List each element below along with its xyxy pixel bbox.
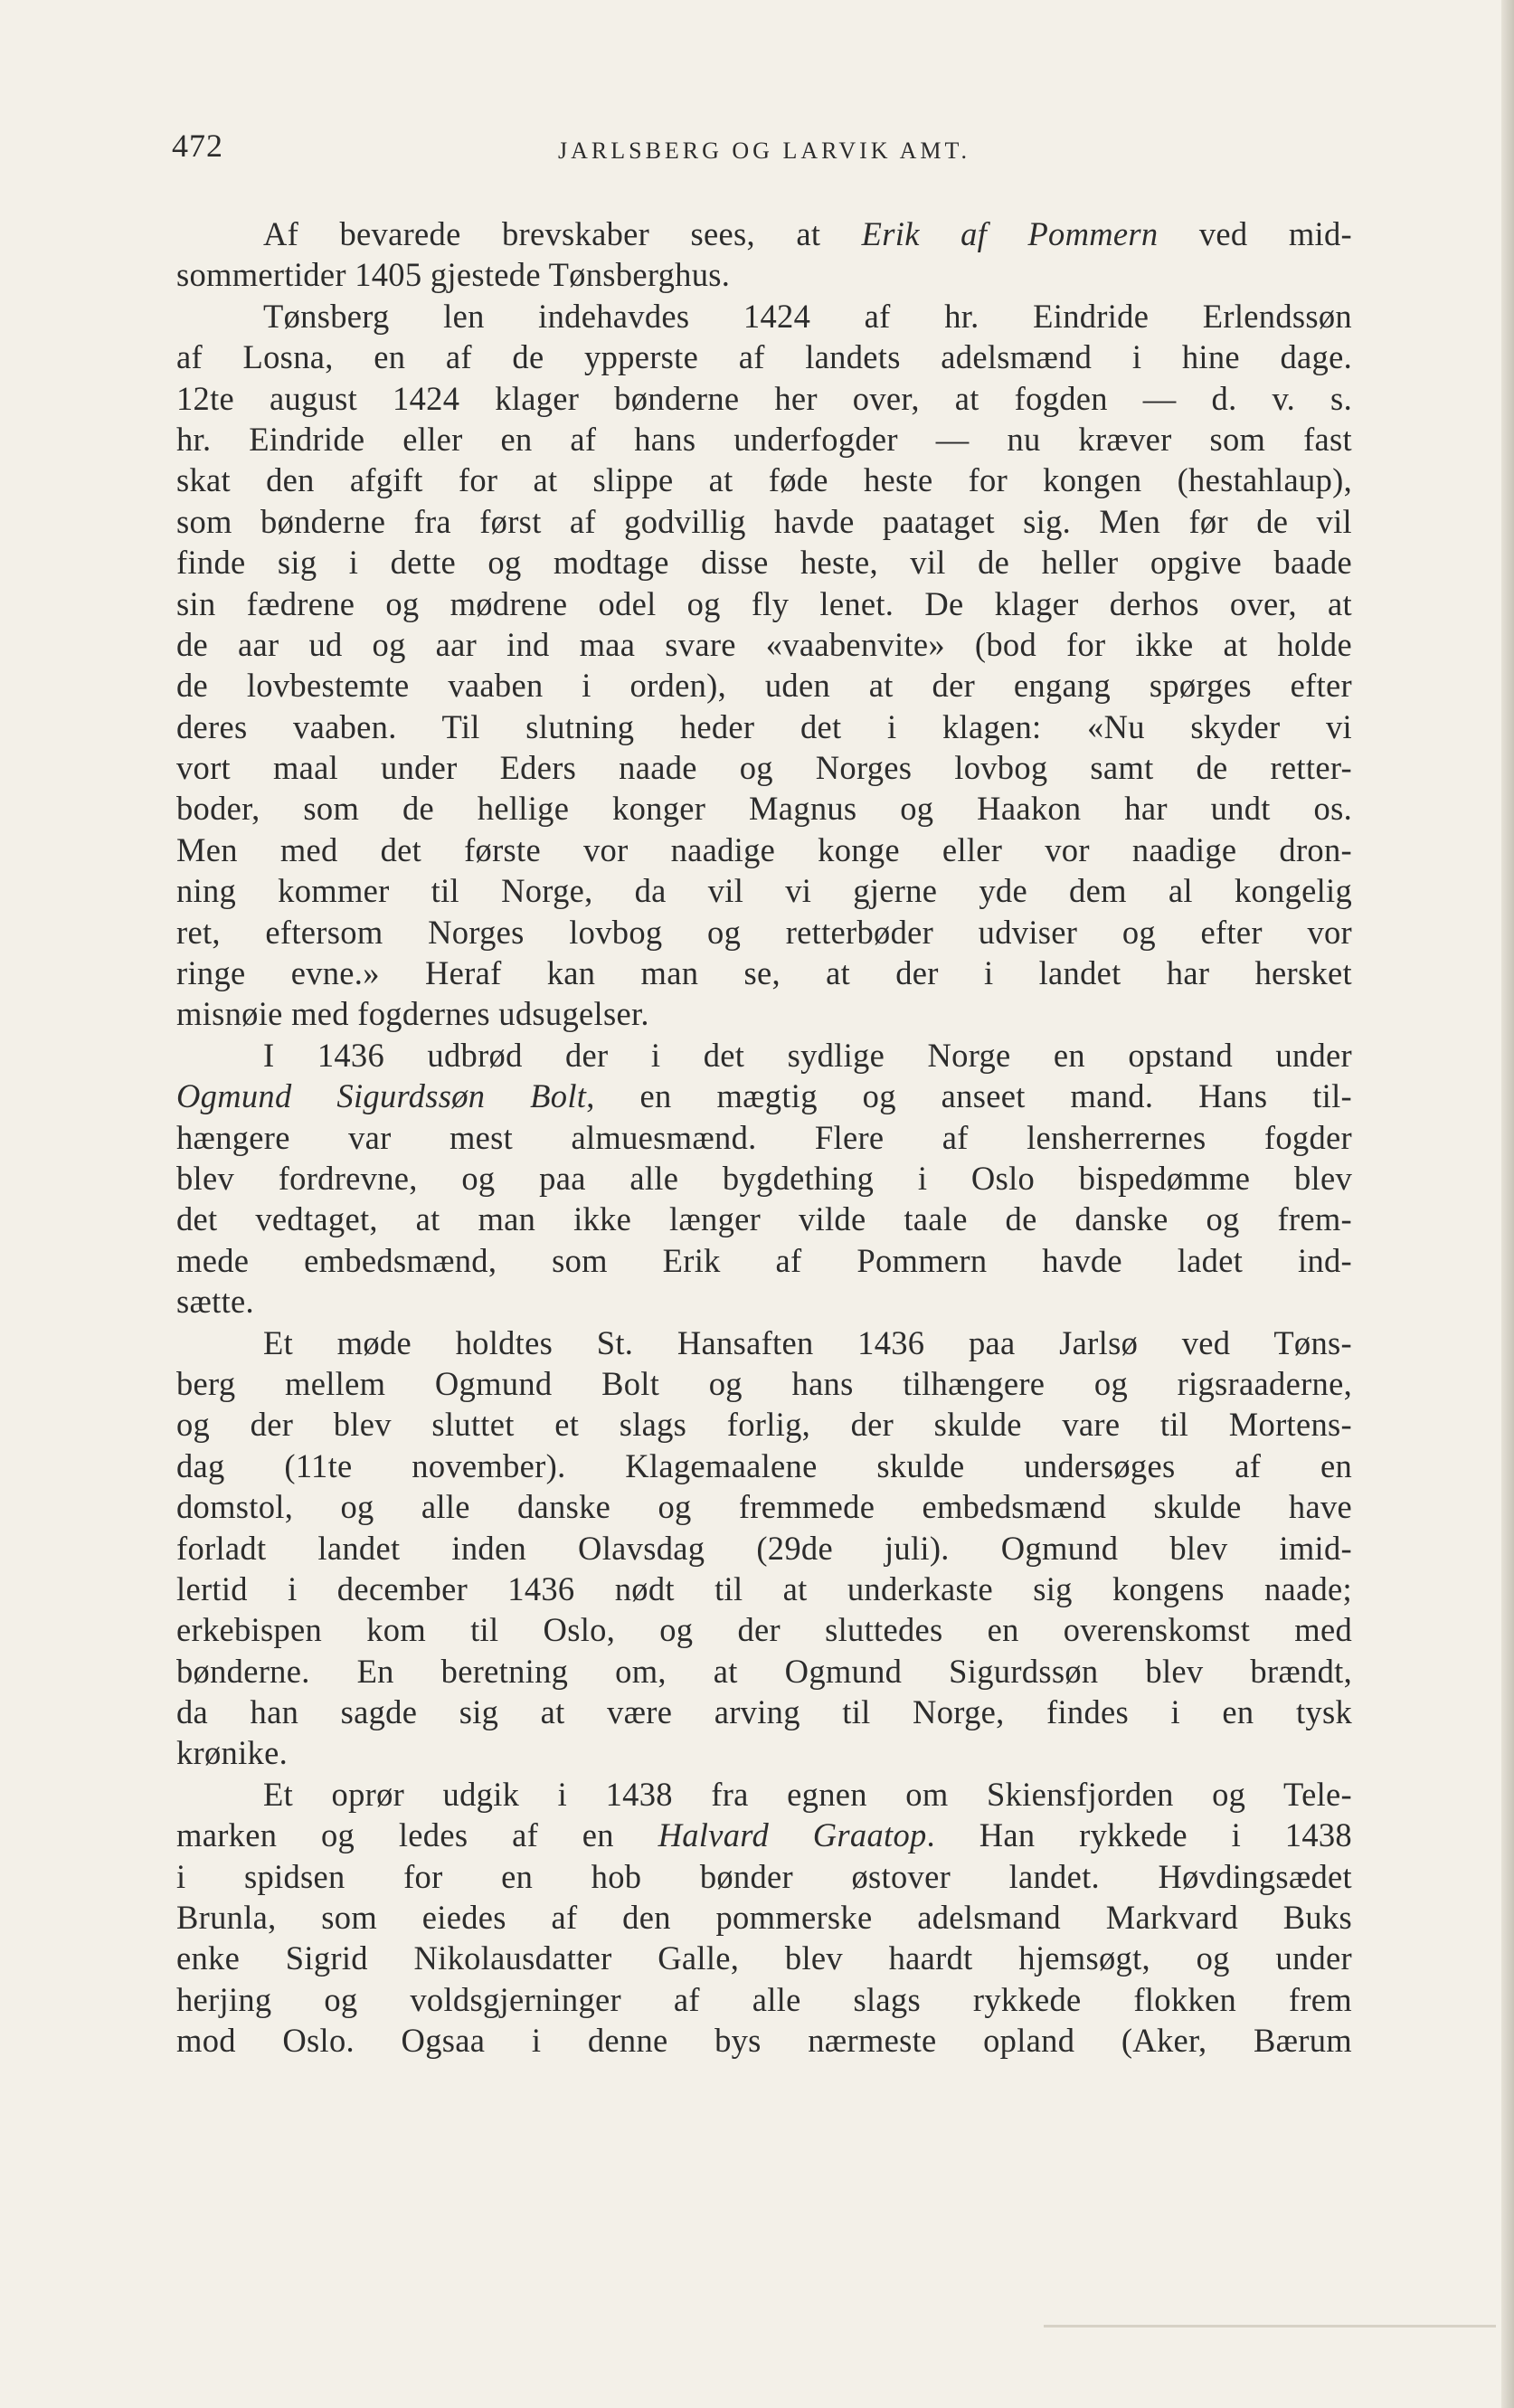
italic-name: Halvard Graatop: [658, 1816, 927, 1854]
text-segment: misnøie med fogdernes udsugelser.: [176, 995, 649, 1033]
text-line: [176, 1815, 1352, 1855]
text-segment: Men med det første vor naadige konge eller vor naadige dron-: [176, 830, 1352, 868]
text-line: [176, 830, 1352, 870]
text-segment: de lovbestemte vaaben i orden), uden at der engang spørges efter: [176, 667, 1352, 705]
text-line: [176, 1979, 1352, 2020]
text-segment: finde sig i dette og modtage disse heste, vil de heller opgive baade: [176, 544, 1352, 582]
text-line: [176, 378, 1352, 419]
text-line: [176, 993, 1352, 1034]
text-line: [176, 1363, 1352, 1404]
text-segment: boder, som de hellige konger Magnus og Haakon har undt os.: [176, 790, 1352, 828]
text-line: [176, 1158, 1352, 1199]
text-line: [176, 788, 1352, 829]
text-line: [176, 254, 1352, 295]
text-segment: ning kommer til Norge, da vil vi gjerne yde dem al kongelig: [176, 872, 1352, 910]
text-segment: det vedtaget, at man ikke længer vilde taale de danske og frem-: [176, 1200, 1352, 1238]
text-line: [176, 1774, 1352, 1815]
text-line: [176, 1651, 1352, 1692]
text-line: [176, 1117, 1352, 1158]
text-segment: enke Sigrid Nikolausdatter Galle, blev haardt hjemsøgt, og under: [176, 1939, 1352, 1977]
text-line: [176, 953, 1352, 993]
text-line: [176, 1692, 1352, 1732]
text-segment: krønike.: [176, 1734, 289, 1772]
text-segment: marken og ledes af en: [176, 1816, 658, 1854]
text-line: [176, 1732, 1352, 1773]
text-segment: bønderne. En beretning om, at Ogmund Sigurdssøn blev brændt,: [176, 1652, 1352, 1690]
text-line: [176, 1404, 1352, 1445]
text-segment: sin fædrene og mødrene odel og fly lenet. De klager derhos over, at: [176, 584, 1352, 622]
italic-name: Erik af Pommern: [861, 215, 1159, 252]
text-segment: herjing og voldsgjerninger af alle slags rykkede flokken frem: [176, 1980, 1352, 2018]
text-segment: vort maal under Eders naade og Norges lovbog samt de retter-: [176, 749, 1352, 787]
text-segment: domstol, og alle danske og fremmede embedsmænd skulde have: [176, 1488, 1352, 1526]
text-line: [176, 624, 1352, 665]
text-line: [176, 1035, 1352, 1076]
text-segment: berg mellem Ogmund Bolt og hans tilhængere og rigsraaderne,: [176, 1364, 1352, 1402]
text-line: [176, 1569, 1352, 1609]
text-line: [176, 460, 1352, 500]
text-segment: skat den afgift for at slippe at føde heste for kongen (hestahlaup),: [176, 461, 1352, 499]
text-segment: deres vaaben. Til slutning heder det i klagen: «Nu skyder vi: [176, 707, 1352, 745]
text-line: [176, 1486, 1352, 1527]
page-header: [172, 127, 1357, 181]
text-line: [176, 665, 1352, 706]
text-line: [176, 1199, 1352, 1239]
text-segment: mede embedsmænd, som Erik af Pommern havde ladet ind-: [176, 1241, 1352, 1279]
page-edge-mark: [1044, 2325, 1496, 2327]
page-edge-shadow: [1501, 0, 1514, 2408]
text-segment: og der blev sluttet et slags forlig, der skulde vare til Mortens-: [176, 1406, 1352, 1444]
text-line: [176, 296, 1352, 337]
text-segment: Af bevarede brevskaber sees, at: [263, 215, 862, 252]
text-line: [176, 501, 1352, 542]
text-segment: ret, eftersom Norges lovbog og retterbøder udviser og efter vor: [176, 913, 1352, 951]
text-line: [176, 542, 1352, 583]
text-line: [176, 337, 1352, 377]
text-line: [176, 1897, 1352, 1938]
text-segment: Tønsberg len indehavdes 1424 af hr. Eindride Erlendssøn: [263, 297, 1352, 335]
italic-name: Ogmund Sigurdssøn Bolt: [176, 1077, 587, 1115]
text-segment: af Losna, en af de ypperste af landets adelsmænd i hine dage.: [176, 338, 1352, 376]
text-line: [176, 1240, 1352, 1281]
text-segment: blev fordrevne, og paa alle bygdething i Oslo bispedømme blev: [176, 1159, 1352, 1197]
running-title: JARLSBERG OG LARVIK AMT.: [557, 137, 970, 164]
text-line: [176, 870, 1352, 911]
text-line: [176, 213, 1352, 254]
body-text: [176, 213, 1352, 2062]
text-segment: som bønderne fra først af godvillig havde paataget sig. Men før de vil: [176, 502, 1352, 540]
text-line: [176, 912, 1352, 953]
text-segment: Brunla, som eiedes af den pommerske adelsmand Markvard Buks: [176, 1899, 1352, 1937]
text-segment: Et møde holdtes St. Hansaften 1436 paa Jarlsø ved Tøns-: [263, 1323, 1352, 1361]
text-line: [176, 1609, 1352, 1650]
text-segment: sommertider 1405 gjestede Tønsberghus.: [176, 256, 731, 294]
text-segment: 12te august 1424 klager bønderne her over, at fogden — d. v. s.: [176, 379, 1352, 417]
text-segment: dag (11te november). Klagemaalene skulde undersøges af en: [176, 1446, 1352, 1484]
page-number: 472: [172, 128, 223, 164]
text-segment: sætte.: [176, 1283, 254, 1321]
text-segment: hængere var mest almuesmænd. Flere af lensherrernes fogder: [176, 1118, 1352, 1156]
text-line: [176, 583, 1352, 624]
text-segment: de aar ud og aar ind maa svare «vaabenvite» (bod for ikke at holde: [176, 625, 1352, 663]
text-segment: erkebispen kom til Oslo, og der sluttedes en overenskomst med: [176, 1611, 1352, 1649]
text-segment: I 1436 udbrød der i det sydlige Norge en opstand under: [263, 1036, 1352, 1074]
text-line: [176, 1938, 1352, 1978]
text-segment: ringe evne.» Heraf kan man se, at der i landet har hersket: [176, 954, 1352, 992]
text-segment: i spidsen for en hob bønder østover landet. Høvdingsædet: [176, 1857, 1352, 1895]
text-line: [176, 1281, 1352, 1322]
text-segment: , en mægtig og anseet mand. Hans til-: [586, 1077, 1352, 1115]
text-line: [176, 747, 1352, 788]
text-segment: lertid i december 1436 nødt til at underkaste sig kongens naade;: [176, 1569, 1352, 1607]
text-segment: ved mid-: [1158, 215, 1352, 252]
text-segment: forladt landet inden Olavsdag (29de juli). Ogmund blev imid-: [176, 1529, 1352, 1567]
text-segment: mod Oslo. Ogsaa i denne bys nærmeste opland (Aker, Bærum: [176, 2022, 1352, 2060]
text-line: [176, 1528, 1352, 1569]
text-segment: da han sagde sig at være arving til Norge, findes i en tysk: [176, 1693, 1352, 1731]
text-line: [176, 1856, 1352, 1897]
text-line: [176, 706, 1352, 747]
text-line: [176, 1446, 1352, 1486]
text-line: [176, 1323, 1352, 1363]
text-line: [176, 419, 1352, 460]
text-segment: . Han rykkede i 1438: [926, 1816, 1352, 1854]
text-segment: hr. Eindride eller en af hans underfogder — nu kræver som fast: [176, 420, 1352, 458]
text-segment: Et oprør udgik i 1438 fra egnen om Skiensfjorden og Tele-: [263, 1775, 1352, 1813]
text-line: [176, 1076, 1352, 1116]
text-line: [176, 2020, 1352, 2061]
